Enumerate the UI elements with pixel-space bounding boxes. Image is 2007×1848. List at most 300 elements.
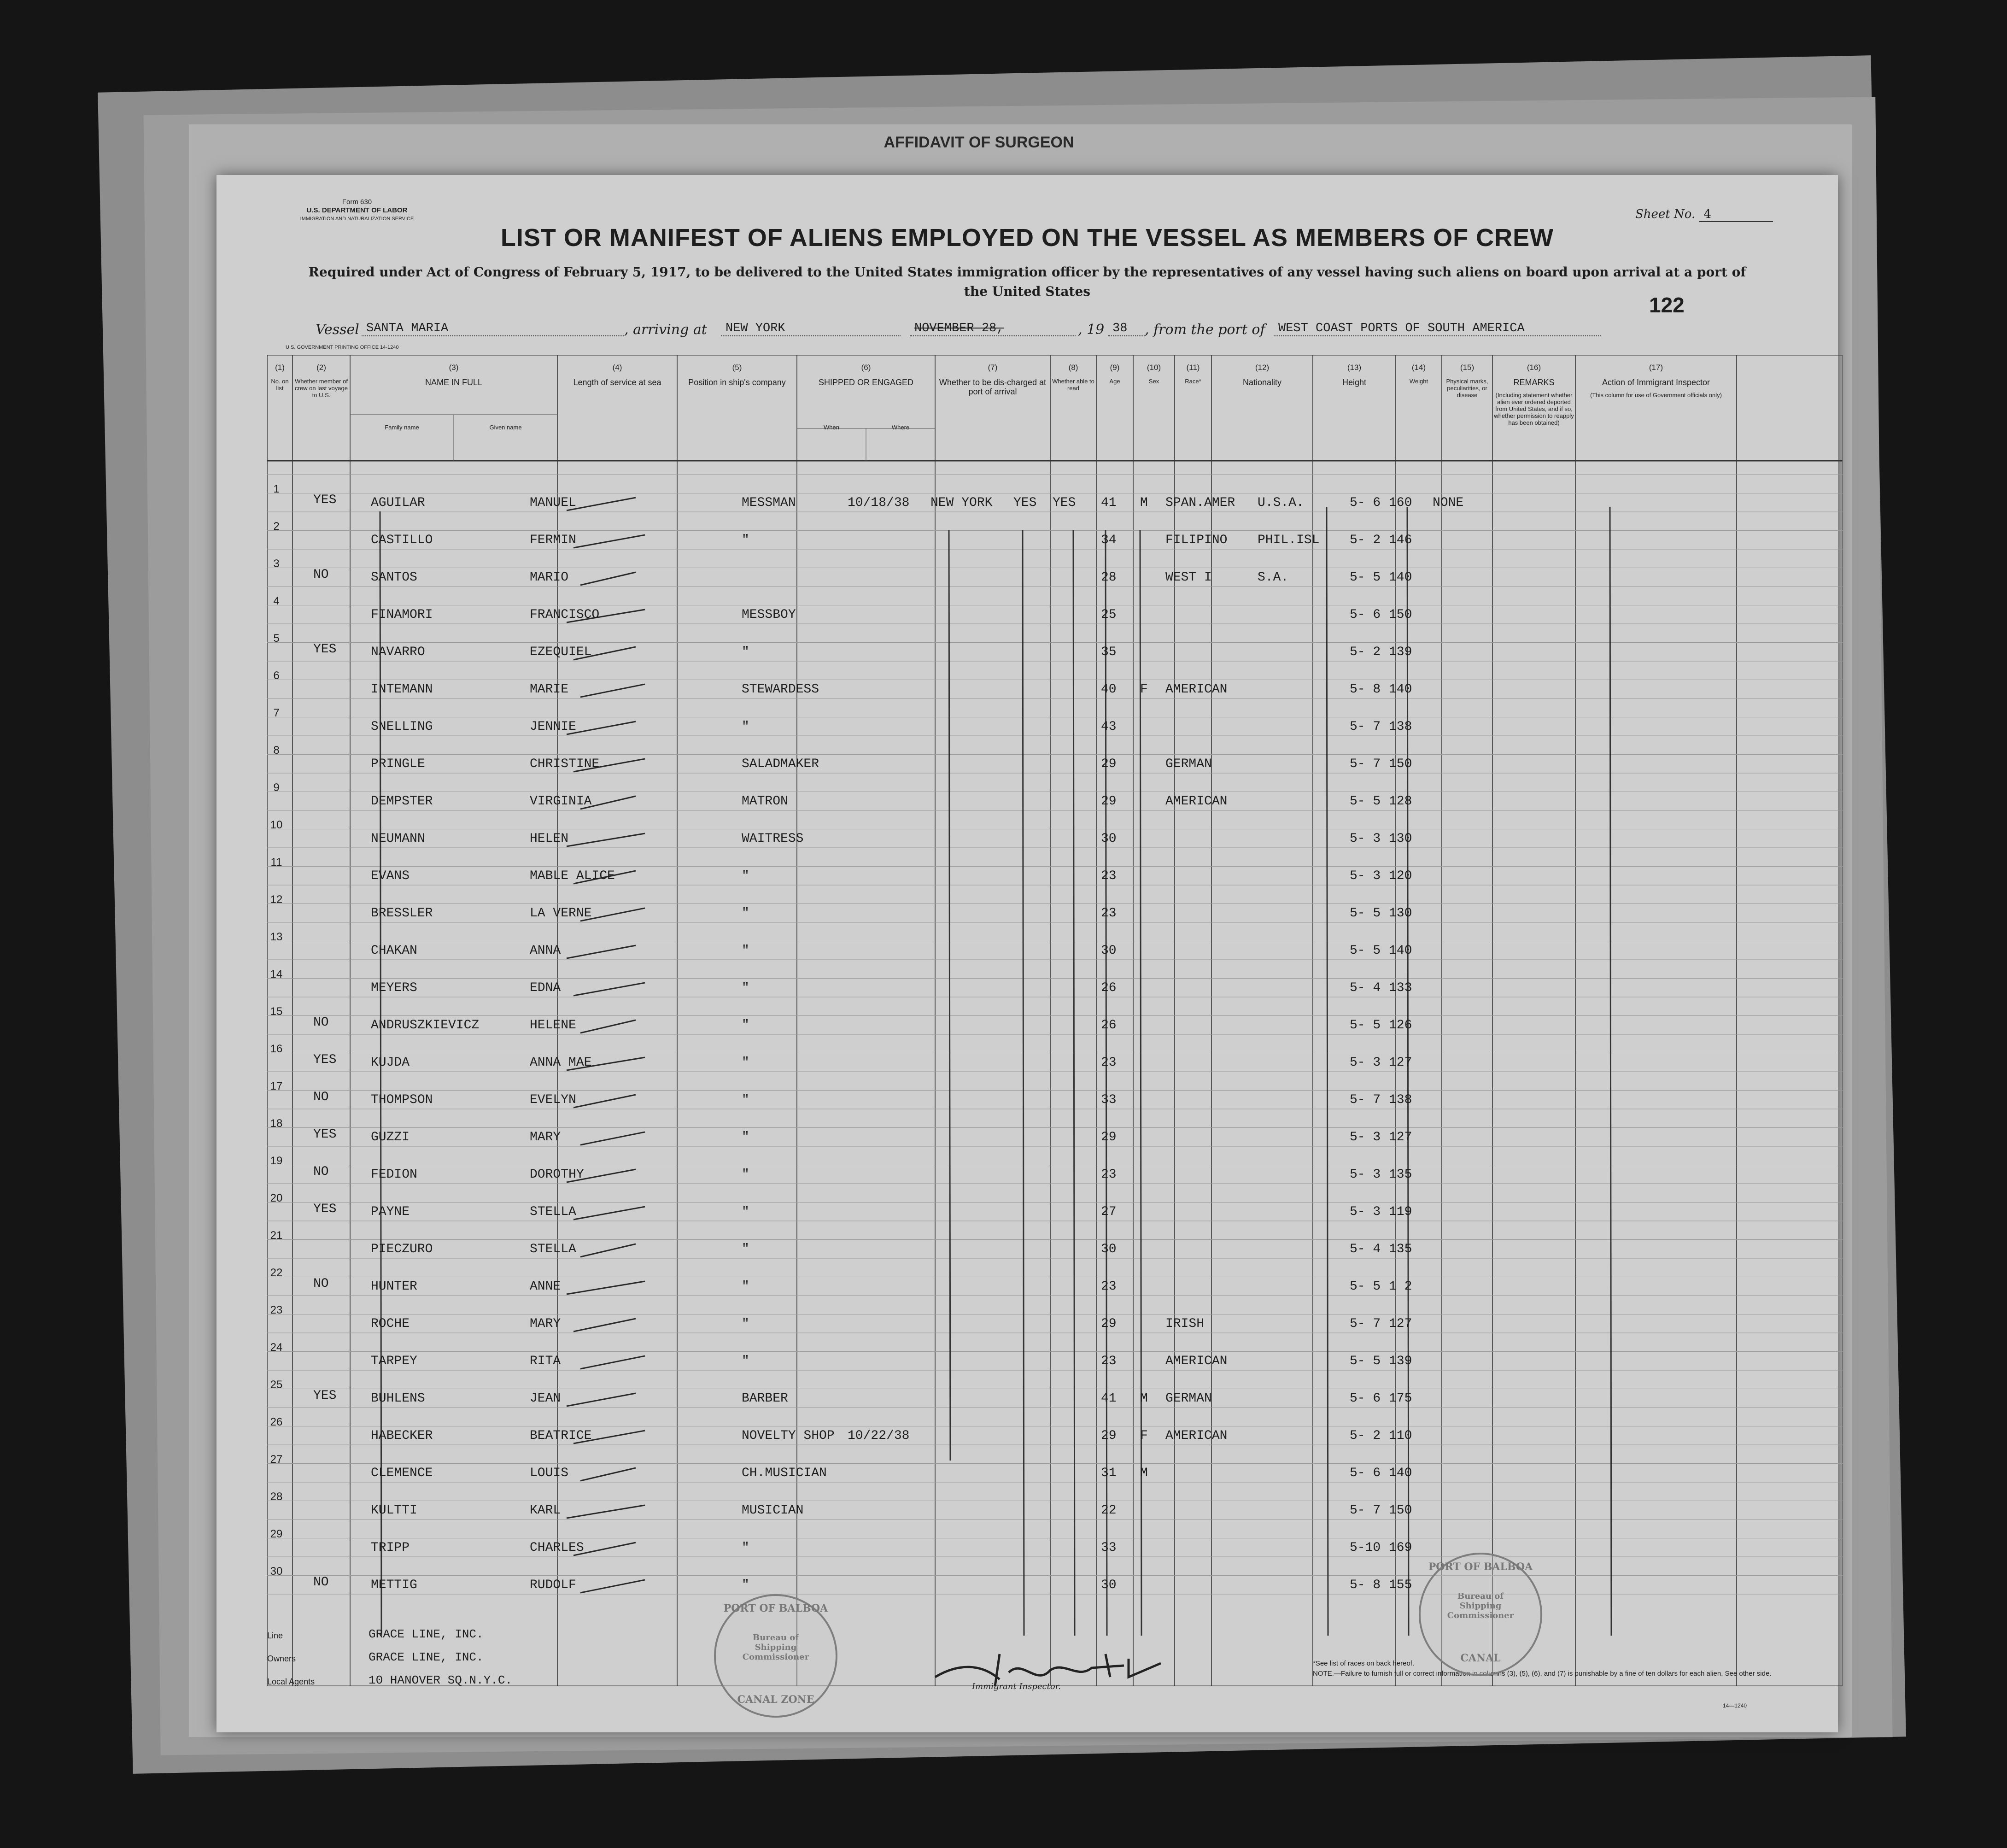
cell-family: ROCHE (371, 1317, 410, 1331)
cell-weight: 139 (1389, 1354, 1412, 1368)
cell-given: MARY (530, 1317, 561, 1331)
cell-pos: " (742, 981, 749, 995)
inspector-label: Immigrant Inspector. (972, 1682, 1061, 1691)
port-stamp-right (1419, 1553, 1542, 1676)
cell-age: 33 (1101, 1093, 1117, 1107)
agents-value: 10 HANOVER SQ.N.Y.C. (369, 1673, 513, 1687)
column-header: Physical marks, peculiarities, or disease (1446, 378, 1488, 399)
form-number: Form 630 (342, 198, 372, 206)
cell-pos: " (742, 1056, 749, 1070)
cell-given: LA VERNE (530, 906, 592, 921)
cell-race: SPAN.AMER (1165, 496, 1235, 510)
cell-no: 22 (270, 1267, 283, 1279)
cell-family: DEMPSTER (371, 794, 433, 809)
service-tick-mark (573, 1095, 636, 1108)
cell-age: 26 (1101, 981, 1117, 995)
cell-family: SANTOS (371, 570, 417, 585)
cell-family: SNELLING (371, 720, 433, 734)
cell-weight: 1 2 (1389, 1279, 1412, 1294)
manifest-sheet (216, 175, 1838, 1732)
cell-no: 7 (273, 707, 280, 719)
arriving-label: , arriving at (624, 322, 707, 338)
cell-race: AMERICAN (1165, 682, 1228, 697)
from-label: , from the port of (1145, 322, 1265, 338)
cell-family: INTEMANN (371, 682, 433, 697)
column-number: (7) (988, 363, 998, 372)
cell-no: 5 (273, 632, 280, 645)
cell-no: 17 (270, 1080, 283, 1092)
cell-prev: YES (313, 493, 337, 507)
cell-no: 27 (270, 1453, 283, 1466)
cell-age: 41 (1101, 1391, 1117, 1406)
stamp-bottom-text: CANAL (1460, 1652, 1501, 1664)
cell-no: 6 (273, 669, 280, 682)
cell-no: 14 (270, 968, 283, 980)
cell-family: CHAKAN (371, 944, 417, 958)
column-header: Race* (1185, 378, 1201, 385)
cell-height: 5- 2 (1350, 1429, 1381, 1443)
ditto-line (1610, 507, 1611, 1636)
cell-height: 5- 4 (1350, 1242, 1381, 1256)
printing-office-mark: U.S. GOVERNMENT PRINTING OFFICE 14-1240 (286, 345, 399, 350)
cell-family: CASTILLO (371, 533, 433, 547)
cell-no: 26 (270, 1416, 283, 1428)
cell-age: 35 (1101, 645, 1117, 659)
cell-given: MARY (530, 1130, 561, 1144)
line-value: GRACE LINE, INC. (369, 1627, 484, 1641)
footnote-penalty: NOTE.—Failure to furnish full or correct information in columns (3), (5), (6), and (7) is punishable by a fine of ten dollars for each alien. See other side. (1313, 1670, 1772, 1678)
cell-prev: YES (313, 1202, 337, 1216)
cell-prev: NO (313, 1015, 329, 1030)
cell-given: CHRISTINE (530, 757, 600, 771)
cell-age: 29 (1101, 794, 1117, 809)
cell-given: FERMIN (530, 533, 576, 547)
cell-weight: 138 (1389, 1093, 1412, 1107)
stamp-inner-text: Bureau of Shipping Commissioner (742, 1633, 809, 1662)
cell-given: ANNE (530, 1279, 561, 1294)
column-number: (10) (1147, 363, 1161, 372)
cell-prev: YES (313, 1389, 337, 1403)
cell-age: 30 (1101, 944, 1117, 958)
cell-pos: MATRON (742, 794, 788, 809)
cell-no: 15 (270, 1005, 283, 1018)
stamp-bottom-text: CANAL ZONE (737, 1694, 814, 1706)
cell-age: 30 (1101, 832, 1117, 846)
column-number: (1) (275, 363, 285, 372)
cell-race: AMERICAN (1165, 1429, 1228, 1443)
cell-nat: U.S.A. (1258, 496, 1304, 510)
cell-race: AMERICAN (1165, 1354, 1228, 1368)
cell-pos: STEWARDESS (742, 682, 819, 697)
cell-family: EVANS (371, 869, 410, 883)
cell-race: GERMAN (1165, 1391, 1212, 1406)
column-header: Sex (1148, 378, 1159, 385)
cell-weight: 127 (1389, 1056, 1412, 1070)
cell-family: PIECZURO (371, 1242, 433, 1256)
cell-prev: NO (313, 1277, 329, 1291)
form-code: 14—1240 (1723, 1702, 1747, 1709)
column-number: (16) (1527, 363, 1541, 372)
cell-sex: F (1140, 682, 1148, 697)
vessel-name: SANTA MARIA (362, 322, 624, 336)
cell-weight: 120 (1389, 869, 1412, 883)
cell-family: ANDRUSZKIEVICZ (371, 1018, 480, 1033)
cell-given: CHARLES (530, 1541, 584, 1555)
cell-height: 5- 3 (1350, 1167, 1381, 1182)
cell-no: 29 (270, 1528, 283, 1540)
column-header: NAME IN FULL (425, 378, 483, 387)
cell-age: 33 (1101, 1541, 1117, 1555)
cell-weight: 150 (1389, 757, 1412, 771)
cell-pos: " (742, 1541, 749, 1555)
service-tick-mark (567, 722, 636, 734)
cell-pos: " (742, 533, 749, 547)
cell-no: 28 (270, 1490, 283, 1503)
cell-pos: " (742, 1242, 749, 1256)
sheet-number (1635, 207, 1773, 222)
cell-no: 19 (270, 1155, 283, 1167)
cell-given: BEATRICE (530, 1429, 592, 1443)
cell-height: 5- 6 (1350, 1466, 1381, 1480)
cell-age: 43 (1101, 720, 1117, 734)
cell-pos: " (742, 1354, 749, 1368)
cell-height: 5- 2 (1350, 533, 1381, 547)
cell-weight: 135 (1389, 1242, 1412, 1256)
cell-age: 26 (1101, 1018, 1117, 1033)
cell-given: HELEN (530, 832, 569, 846)
owners-value: GRACE LINE, INC. (369, 1650, 484, 1664)
cell-no: 24 (270, 1341, 283, 1354)
service-tick-mark (580, 1580, 645, 1593)
cell-height: 5- 3 (1350, 1205, 1381, 1219)
cell-height: 5- 6 (1350, 608, 1381, 622)
page-number: 122 (1649, 293, 1685, 317)
stamp-inner-text: Bureau of Shipping Commissioner (1447, 1591, 1514, 1620)
cell-family: TRIPP (371, 1541, 410, 1555)
ditto-line (1073, 530, 1075, 1636)
cell-age: 29 (1101, 1429, 1117, 1443)
cell-family: PAYNE (371, 1205, 410, 1219)
form-service: IMMIGRATION AND NATURALIZATION SERVICE (300, 216, 414, 222)
cell-weight: 110 (1389, 1429, 1412, 1443)
arrival-date: NOVEMBER 28, (910, 322, 1076, 336)
cell-height: 5- 3 (1350, 1130, 1381, 1144)
cell-family: THOMPSON (371, 1093, 433, 1107)
cell-no: 20 (270, 1192, 283, 1204)
cell-height: 5- 3 (1350, 1056, 1381, 1070)
column-subheader: Given name (489, 424, 522, 431)
cell-age: 23 (1101, 1354, 1117, 1368)
cell-age: 29 (1101, 1317, 1117, 1331)
cell-no: 10 (270, 819, 283, 831)
cell-height: 5- 8 (1350, 682, 1381, 697)
column-subheader: Family name (385, 424, 419, 431)
cell-height: 5- 7 (1350, 1503, 1381, 1518)
cell-age: 23 (1101, 1167, 1117, 1182)
cell-weight: 127 (1389, 1317, 1412, 1331)
column-number: (5) (732, 363, 742, 372)
cell-given: RITA (530, 1354, 561, 1368)
cell-marks: NONE (1433, 496, 1464, 510)
cell-no: 1 (273, 483, 280, 495)
service-tick-mark (573, 1207, 645, 1220)
cell-given: LOUIS (530, 1466, 569, 1480)
cell-pos: " (742, 1093, 749, 1107)
cell-pos: NOVELTY SHOP (742, 1429, 835, 1443)
form-identifier (276, 198, 438, 223)
cell-given: ANNA (530, 944, 561, 958)
cell-family: BUHLENS (371, 1391, 425, 1406)
cell-no: 4 (273, 595, 280, 607)
cell-weight: 119 (1389, 1205, 1412, 1219)
cell-weight: 175 (1389, 1391, 1412, 1406)
column-header: Whether member of crew on last voyage to U.S. (295, 378, 348, 399)
column-header: No. on list (271, 378, 289, 392)
cell-race: GERMAN (1165, 757, 1212, 771)
cell-given: VIRGINIA (530, 794, 592, 809)
cell-height: 5- 7 (1350, 720, 1381, 734)
cell-no: 23 (270, 1304, 283, 1316)
sheet-number-value: 4 (1699, 207, 1773, 222)
cell-height: 5- 7 (1350, 757, 1381, 771)
column-header: Position in ship's company (688, 378, 786, 387)
cell-age: 23 (1101, 1279, 1117, 1294)
cell-race: IRISH (1165, 1317, 1205, 1331)
manifest-grid (267, 355, 1843, 1686)
cell-no: 3 (273, 557, 280, 570)
cell-height: 5- 3 (1350, 832, 1381, 846)
cell-height: 5- 5 (1350, 1279, 1381, 1294)
owners-label: Owners (267, 1654, 296, 1663)
column-header: Age (1109, 378, 1120, 385)
service-tick-mark (580, 1244, 636, 1257)
cell-pos: " (742, 1279, 749, 1294)
service-tick-mark (567, 1281, 645, 1294)
cell-weight: 127 (1389, 1130, 1412, 1144)
cell-race: FILIPINO (1165, 533, 1228, 547)
cell-pos: CH.MUSICIAN (742, 1466, 827, 1480)
cell-age: 22 (1101, 1503, 1117, 1518)
stamp-top-text: PORT OF BALBOA (723, 1602, 828, 1614)
vessel-label: Vessel (316, 322, 359, 338)
cell-given: MARIE (530, 682, 569, 697)
cell-weight: 130 (1389, 832, 1412, 846)
line-label: Line (267, 1631, 283, 1640)
cell-given: STELLA (530, 1205, 576, 1219)
arrival-port: NEW YORK (721, 322, 901, 336)
cell-height: 5- 6 (1350, 1391, 1381, 1406)
column-number: (14) (1411, 363, 1426, 372)
cell-given: MARIO (530, 570, 569, 585)
cell-nat: PHIL.ISL (1258, 533, 1320, 547)
cell-age: 34 (1101, 533, 1117, 547)
page-title: LIST OR MANIFEST OF ALIENS EMPLOYED ON THE VESSEL AS MEMBERS OF CREW (500, 224, 1554, 252)
column-subheader: (Including statement whether alien ever ordered deported from United States, and if so, whether permission to reapply has been obtained) (1494, 392, 1574, 426)
cell-weight: 139 (1389, 645, 1412, 659)
cell-family: PRINGLE (371, 757, 425, 771)
cell-family: NEUMANN (371, 832, 425, 846)
cell-family: HABECKER (371, 1429, 433, 1443)
cell-prev: YES (313, 1127, 337, 1142)
cell-weight: 146 (1389, 533, 1412, 547)
cell-prev: NO (313, 1090, 329, 1104)
cell-given: JENNIE (530, 720, 576, 734)
service-tick-mark (567, 1505, 645, 1518)
cell-given: RUDOLF (530, 1578, 576, 1592)
cell-weight: 140 (1389, 944, 1412, 958)
service-tick-mark (580, 1356, 645, 1369)
cell-given: STELLA (530, 1242, 576, 1256)
cell-age: 27 (1101, 1205, 1117, 1219)
cell-weight: 155 (1389, 1578, 1412, 1592)
cell-given: HELENE (530, 1018, 576, 1033)
column-header: Height (1342, 378, 1367, 387)
cell-pos: " (742, 720, 749, 734)
cell-pos: MUSICIAN (742, 1503, 804, 1518)
cell-prev: YES (313, 642, 337, 657)
cell-weight: 140 (1389, 1466, 1412, 1480)
cell-weight: 150 (1389, 1503, 1412, 1518)
service-tick-mark (567, 1393, 636, 1406)
cell-given: MABLE ALICE (530, 869, 615, 883)
column-number: (17) (1649, 363, 1663, 372)
cell-age: 31 (1101, 1466, 1117, 1480)
footnote (1313, 1659, 1783, 1679)
cell-nat: S.A. (1258, 570, 1289, 585)
cell-weight: 140 (1389, 682, 1412, 697)
cell-prev: NO (313, 568, 329, 582)
cell-no: 12 (270, 893, 283, 906)
cell-family: METTIG (371, 1578, 417, 1592)
cell-no: 11 (270, 856, 282, 868)
cell-no: 21 (270, 1229, 283, 1242)
cell-age: 41 (1101, 496, 1117, 510)
ditto-line (1023, 530, 1024, 1636)
cell-age: 40 (1101, 682, 1117, 697)
cell-weight: 150 (1389, 608, 1412, 622)
cell-age: 29 (1101, 757, 1117, 771)
service-tick-mark (573, 535, 645, 548)
cell-age: 30 (1101, 1578, 1117, 1592)
column-number: (9) (1110, 363, 1120, 372)
cell-sex: M (1140, 496, 1148, 510)
cell-pos: " (742, 1205, 749, 1219)
cell-family: FEDION (371, 1167, 417, 1182)
service-tick-mark (580, 684, 645, 697)
cell-given: EZEQUIEL (530, 645, 592, 659)
form-department: U.S. DEPARTMENT OF LABOR (306, 206, 408, 214)
cell-height: 5- 2 (1350, 645, 1381, 659)
column-number: (6) (861, 363, 871, 372)
column-number: (8) (1068, 363, 1078, 372)
cell-family: HUNTER (371, 1279, 417, 1294)
cell-family: AGUILAR (371, 496, 425, 510)
cell-age: 23 (1101, 869, 1117, 883)
cell-pos: " (742, 645, 749, 659)
cell-weight: 128 (1389, 794, 1412, 809)
cell-weight: 130 (1389, 906, 1412, 921)
cell-age: 29 (1101, 1130, 1117, 1144)
service-tick-mark (580, 572, 636, 585)
cell-prev: NO (313, 1165, 329, 1179)
service-tick-mark (573, 983, 645, 996)
cell-no: 18 (270, 1117, 283, 1130)
cell-no: 2 (273, 520, 280, 533)
cell-pos: WAITRESS (742, 832, 804, 846)
cell-given: DOROTHY (530, 1167, 584, 1182)
cell-pos: " (742, 906, 749, 921)
cell-height: 5- 5 (1350, 1354, 1381, 1368)
cell-sex: M (1140, 1391, 1148, 1406)
cell-pos: " (742, 869, 749, 883)
cell-given: EDNA (530, 981, 561, 995)
cell-where: NEW YORK (930, 496, 993, 510)
affidavit-heading: AFFIDAVIT OF SURGEON (884, 134, 1074, 151)
service-tick-mark (567, 833, 645, 846)
cell-weight: 169 (1389, 1541, 1412, 1555)
cell-family: NAVARRO (371, 645, 425, 659)
cell-sex: M (1140, 1466, 1148, 1480)
cell-age: 23 (1101, 1056, 1117, 1070)
cell-given: ANNA MAE (530, 1056, 592, 1070)
cell-family: BRESSLER (371, 906, 433, 921)
cell-pos: SALADMAKER (742, 757, 819, 771)
cell-no: 16 (270, 1043, 283, 1055)
cell-height: 5- 7 (1350, 1093, 1381, 1107)
cell-disch: YES (1013, 496, 1037, 510)
service-tick-mark (567, 945, 636, 958)
cell-read: YES (1053, 496, 1076, 510)
cell-weight: 133 (1389, 981, 1412, 995)
cell-given: KARL (530, 1503, 561, 1518)
cell-height: 5- 7 (1350, 1317, 1381, 1331)
cell-age: 23 (1101, 906, 1117, 921)
cell-no: 30 (270, 1565, 283, 1578)
ditto-line (949, 530, 950, 1461)
cell-sex: F (1140, 1429, 1148, 1443)
arrival-year: 38 (1108, 322, 1145, 336)
column-header: REMARKS (1513, 378, 1555, 387)
cell-given: MANUEL (530, 496, 576, 510)
cell-family: KUJDA (371, 1056, 410, 1070)
cell-given: JEAN (530, 1391, 561, 1406)
cell-pos: " (742, 944, 749, 958)
cell-given: FRANCISCO (530, 608, 600, 622)
column-number: (3) (449, 363, 459, 372)
service-tick-mark (580, 1020, 636, 1033)
sheet-number-label: Sheet No. (1635, 207, 1696, 221)
cell-height: 5- 5 (1350, 794, 1381, 809)
cell-no: 8 (273, 744, 280, 757)
cell-pos: " (742, 1130, 749, 1144)
ditto-line (1327, 507, 1328, 1636)
cell-when: 10/22/38 (848, 1429, 910, 1443)
service-tick-mark (567, 498, 636, 510)
cell-weight: 126 (1389, 1018, 1412, 1033)
column-number: (12) (1255, 363, 1270, 372)
cell-height: 5- 3 (1350, 869, 1381, 883)
cell-height: 5- 5 (1350, 906, 1381, 921)
cell-pos: " (742, 1167, 749, 1182)
column-number: (11) (1186, 363, 1200, 372)
cell-race: AMERICAN (1165, 794, 1228, 809)
year-prefix: , 19 (1078, 322, 1105, 338)
cell-prev: YES (313, 1053, 337, 1067)
cell-family: GUZZI (371, 1130, 410, 1144)
cell-height: 5- 5 (1350, 1018, 1381, 1033)
column-header: Action of Immigrant Inspector (1602, 378, 1710, 387)
cell-family: CLEMENCE (371, 1466, 433, 1480)
